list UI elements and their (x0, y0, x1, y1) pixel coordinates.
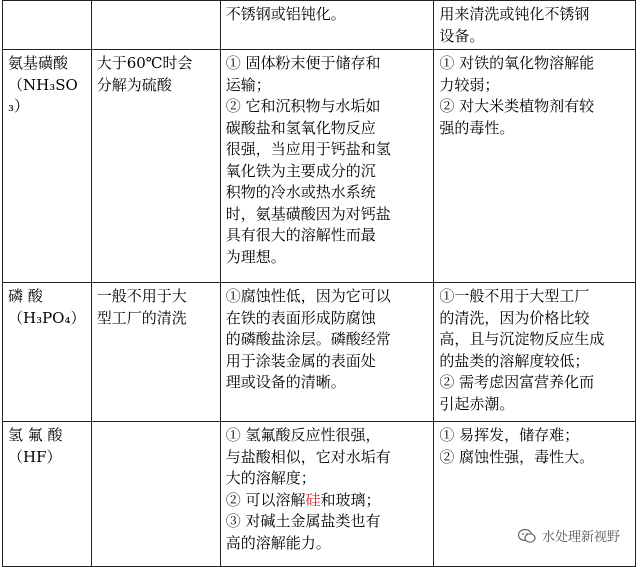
cell-text: 强的毒性。 (439, 118, 515, 137)
cell-text: 大于60℃时会 (96, 54, 193, 72)
cell-text: （H₃PO₄） (8, 308, 86, 327)
cell-text: 高，且与沉淀物反应生成 (439, 330, 605, 348)
cell-text: ① 固体粉末便于储存和 (225, 54, 381, 72)
cell-text: 的盐类的溶解度较低； (439, 351, 590, 370)
cell-text: 分解为硫酸 (96, 75, 172, 94)
cell-text: ② 它和沉积物与水垢如 (225, 97, 381, 115)
cell-text: ① 氢氟酸反应性很强， (225, 426, 381, 444)
cell-disadvantages (434, 1, 636, 50)
cell-text: 型工厂的清洗 (96, 308, 187, 327)
cell-name (3, 1, 92, 50)
cell-property (91, 1, 220, 50)
cell-text: （NH₃SO (8, 75, 78, 94)
cell-text-segment: ② 可以溶解 (225, 490, 306, 509)
cell-text: ② 需考虑因富营养化而 (439, 373, 595, 391)
cell-text: ① 对铁的氧化物溶解能 (439, 54, 595, 72)
cell-name (3, 422, 92, 567)
cell-text: 理或设备的清晰。 (225, 373, 346, 391)
cell-text: 具有很大的溶解性而最 (225, 226, 376, 244)
cell-text: 氢 氟 酸 (8, 426, 63, 444)
cell-text: ①一般不用于大型工厂 (439, 287, 590, 305)
cell-text: 时，氨基磺酸因为对钙盐 (225, 204, 391, 223)
cell-text: 一般不用于大 (96, 287, 187, 305)
cell-text: 为理想。 (225, 247, 286, 266)
cell-text: 引起赤潮。 (439, 394, 515, 413)
cell-text: ₃） (8, 97, 30, 115)
watermark (514, 526, 624, 545)
cell-advantages (220, 422, 434, 567)
table-row (3, 1, 636, 50)
cell-text: ② 腐蚀性强，毒性大。 (439, 447, 595, 466)
cell-text: 不锈钢或铝钝化。 (225, 5, 346, 23)
cell-text: ③ 对碱土金属盐类也有 (225, 512, 381, 530)
cell-text: 氧化铁为主要成分的沉 (225, 161, 376, 180)
cell-text: 大的溶解度； (225, 469, 316, 487)
table-row (3, 50, 636, 283)
cell-advantages (220, 50, 434, 283)
cell-name (3, 283, 92, 422)
cell-property (91, 283, 220, 422)
wechat-icon (518, 528, 536, 544)
cell-name (3, 50, 92, 283)
cell-text: 积物的冷水或热水系统 (225, 183, 376, 201)
cell-text: （HF） (8, 447, 62, 466)
cell-property (91, 50, 220, 283)
cell-text: ② 对大米类植物剂有较 (439, 97, 595, 115)
cell-text: 在铁的表面形成防腐蚀 (225, 308, 376, 327)
cell-text: 用来清洗或钝化不锈钢 (439, 5, 590, 23)
cell-text: 碳酸盐和氢氧化物反应 (225, 118, 376, 137)
cell-text: 很强，当应用于钙盐和氢 (225, 140, 391, 158)
cell-text-segment: 和玻璃； (320, 490, 381, 509)
cell-advantages (220, 283, 434, 422)
acid-comparison-table (2, 0, 636, 567)
cell-text: 运输； (225, 75, 271, 94)
cell-text: 与盐酸相似，它对水垢有 (225, 447, 391, 466)
cell-text (226, 490, 430, 512)
cell-text: 力较弱； (439, 75, 500, 94)
cell-text: ① 易挥发，储存难； (439, 426, 580, 444)
cell-disadvantages (434, 50, 636, 283)
cell-text: 氨基磺酸 (8, 54, 69, 72)
cell-text: 设备。 (439, 26, 485, 45)
cell-text: 的磷酸盐涂层。磷酸经常 (225, 330, 391, 348)
cell-advantages (220, 1, 434, 50)
cell-text: 用于涂装金属的表面处 (225, 351, 376, 370)
highlighted-term: 硅 (305, 490, 321, 509)
cell-text: 磷 酸 (8, 287, 43, 305)
watermark-text: 水处理新视野 (541, 530, 620, 545)
cell-text: 高的溶解能力。 (225, 533, 331, 552)
cell-text: ①腐蚀性低，因为它可以 (225, 287, 391, 305)
cell-disadvantages (434, 283, 636, 422)
table-row (3, 283, 636, 422)
cell-property (91, 422, 220, 567)
cell-text: 的清洗，因为价格比较 (439, 308, 590, 327)
